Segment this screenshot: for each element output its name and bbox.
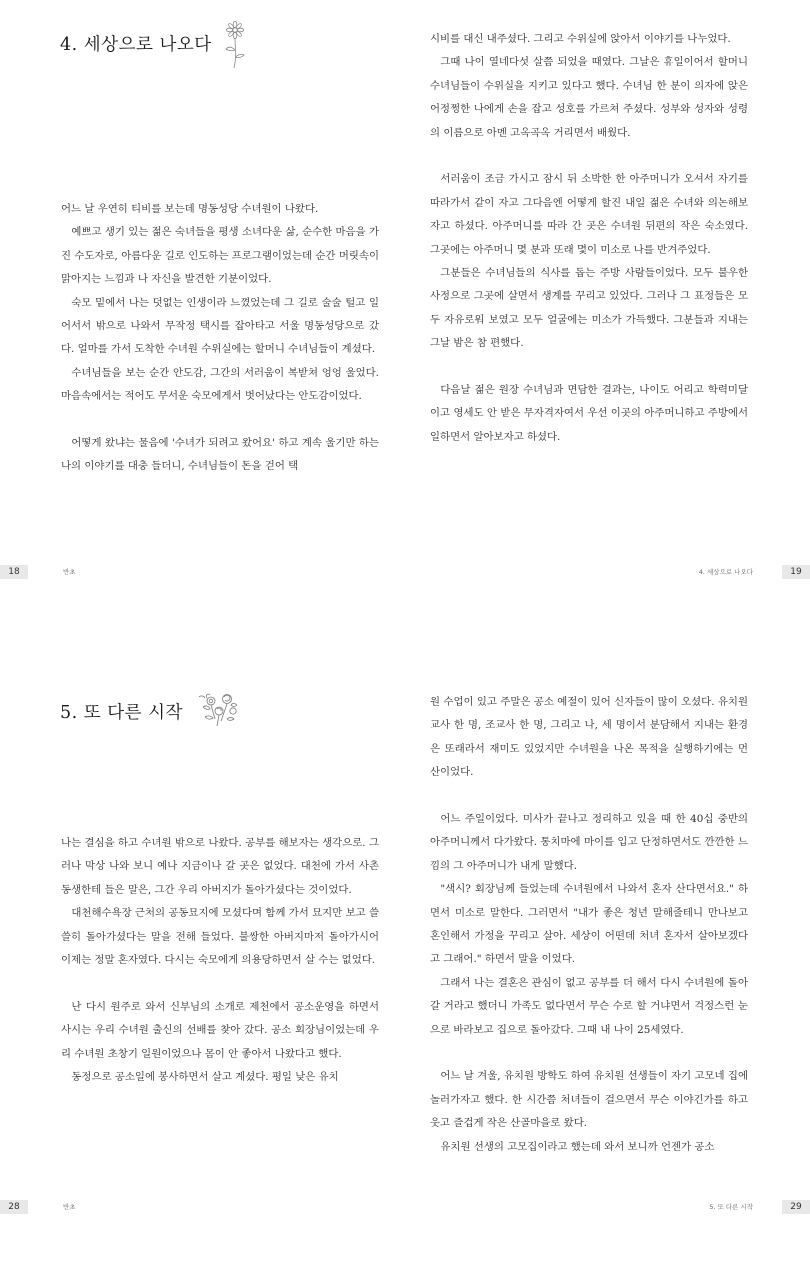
paragraph: 어느 날 겨울, 유치원 방학도 하여 유치원 선생들이 자기 고모네 집에 놀러가자고 했다. 한 시간쯤 처녀들이 걸으면서 무슨 이야긴가를 하고 웃고 즐겁게 작은 산골마을로 왔다.: [430, 1070, 748, 1130]
paragraph: 서러움이 조금 가시고 잠시 뒤 소박한 한 아주머니가 오셔서 자기를 따라가서 같이 자고 그다음엔 어떻게 할진 내일 젊은 수녀와 의논해보자고 하셨다. 아주머니를 따라 간 곳은 수녀원 뒤편의 작은 숙소였다. 그곳에는 아주머니 몇 분과 또래 몇이 미소로 나를 반겨주었다.: [430, 173, 748, 256]
body-text: [61, 198, 379, 479]
page-number: 29: [782, 1200, 810, 1214]
paragraph: 동정으로 공소일에 봉사하면서 살고 계셨다. 평일 낮은 유치: [71, 1071, 339, 1084]
paragraph: 나는 결심을 하고 수녀원 밖으로 나왔다. 공부를 해보자는 생각으로. 그러나 막상 나와 보니 예나 지금이나 갈 곳은 없었다. 대천에 가서 사촌 동생한테 들은 말은, 그간 우리 아버지가 돌아가셨다는 것이었다.: [61, 837, 379, 896]
running-head: 4. 세상으로 나오다: [698, 568, 753, 576]
paragraph: 다음날 젊은 원장 수녀님과 면담한 결과는, 나이도 어리고 학력미달이고 영세도 안 받은 무자격자여서 우선 이곳의 아주머니하고 주방에서 일하면서 알아보자고 하셨다.: [430, 384, 748, 443]
page-28: [0, 635, 405, 1270]
body-text: [430, 691, 748, 1159]
paragraph: 어느 주일이었다. 미사가 끝나고 정리하고 있을 때 한 40십 중반의 아주머니께서 다가왔다. 통치마에 마이를 입고 단정하면서도 깐깐한 느낌의 그 아주머니가 내게 말했다.: [430, 813, 748, 872]
running-head: 반초: [63, 568, 76, 576]
body-text: [61, 832, 379, 1089]
paragraph: 그래서 나는 결혼은 관심이 없고 공부를 더 해서 다시 수녀원에 돌아갈 거라고 했더니 가족도 없다면서 무슨 수로 할 거냐면서 걱정스런 눈으로 바라보고 집으로 돌아갔다. 그때 내 나이 25세였다.: [430, 976, 748, 1036]
paragraph: 수녀님들을 보는 순간 안도감, 그간의 서러움이 복받쳐 엉엉 울었다. 마음속에서는 적어도 무서운 숙모에게서 벗어났다는 안도감이었다.: [61, 366, 379, 403]
paragraph: 숙모 밑에서 나는 덧없는 인생이라 느꼈었는데 그 길로 술술 털고 일어서서 밖으로 나와서 무작정 택시를 잡아타고 서울 명동성당으로 갔다. 얼마를 가서 도착한 수녀원 수위실에는 할머니 수녀님들이 계셨다.: [61, 296, 379, 356]
page-number: 28: [0, 1200, 28, 1214]
flower-bouquet-icon: [197, 689, 243, 729]
page-29: [405, 635, 810, 1270]
paragraph: 유치원 선생의 고모집이라고 했는데 와서 보니까 언젠가 공소: [440, 1140, 715, 1153]
page-19: [405, 0, 810, 635]
running-head: 반초: [63, 1203, 76, 1211]
paragraph: 그분들은 수녀님들의 식사를 돕는 주방 사람들이었다. 모두 불우한 사정으로 그곳에 살면서 생계를 꾸리고 있었다. 그러나 그 표정들은 모두 자유로워 보였고 모두 얼굴에는 미소가 가득했다. 그분들과 지내는 그날 밤은 참 편했다.: [430, 267, 748, 350]
chapter-title-5: 5. 또 다른 시작: [60, 703, 183, 723]
page-number: 19: [782, 565, 810, 579]
paragraph: 그때 나이 열네다섯 살쯤 되었을 때였다. 그날은 휴일이어서 할머니 수녀님들이 수위실을 지키고 있다고 했다. 수녀님 한 분이 의자에 앉은 어정쩡한 나에게 손을 잡고 성호를 가르쳐 주셨다. 성부와 성자와 성령의 이름으로 아멘 고옥곡옥 거리면서 배웠다.: [430, 56, 748, 139]
paragraph: 어느 날 우연히 티비를 보는데 명동성당 수녀원이 나왔다.: [61, 203, 319, 215]
paragraph: 어떻게 왔냐는 물음에 '수녀가 되려고 왔어요' 하고 계속 울기만 하는 나의 이야기를 대충 들더니, 수녀님들이 돈을 걷어 택: [61, 437, 379, 473]
paragraph: 대천해수욕장 근처의 공동묘지에 모셨다며 함께 가서 묘지만 보고 쓸쓸히 돌아가셨다는 말을 전해 들었다. 불쌍한 아버지마저 돌아가시어 이제는 정말 혼자였다. 다시는 숙모에게 의용당하면서 살 수는 없었다.: [61, 907, 379, 967]
paragraph: 예쁘고 생기 있는 젊은 숙녀들을 평생 소녀다운 삶, 순수한 마음을 가진 수도자로, 아름다운 길로 인도하는 프로그램이었는데 순간 머릿속이 맑아지는 느낌과 나 자신을 발견한 기분이었다.: [61, 226, 379, 286]
body-text: [430, 28, 748, 449]
paragraph: 시비를 대신 내주셨다. 그리고 수위실에 앉아서 이야기를 나누었다.: [430, 33, 731, 45]
daisy-flower-icon: [222, 20, 248, 70]
chapter-title-4: 4. 세상으로 나오다: [60, 35, 212, 55]
paragraph: 원 수업이 있고 주말은 공소 예절이 있어 신자들이 많이 오셨다. 유치원 교사 한 명, 조교사 한 명, 그리고 나, 세 명이서 분담해서 지내는 환경은 또래라서 재미도 있었지만 수녀원을 나온 목적을 실행하기에는 먼 산이었다.: [430, 696, 748, 779]
paragraph: "색시? 회장님께 들었는데 수녀원에서 나와서 혼자 산다면서요." 하면서 미소로 말한다. 그러면서 "내가 좋은 청년 말해줄테니 만나보고 혼인해서 가정을 꾸리고 살아. 세상이 어떤데 처녀 혼자서 살아보겠다고 그래어." 하면서 말을 이었다.: [430, 883, 748, 966]
page-number: 18: [0, 565, 28, 579]
page-18: [0, 0, 405, 635]
running-head: 5. 또 다른 시작: [709, 1203, 753, 1211]
paragraph: 난 다시 원주로 와서 신부님의 소개로 제천에서 공소운영을 하면서 사시는 우리 수녀원 출신의 선배를 찾아 갔다. 공소 회장님이었는데 우리 수녀원 초창기 일원이었으나 몸이 안 좋아서 나왔다고 했다.: [61, 1000, 379, 1060]
